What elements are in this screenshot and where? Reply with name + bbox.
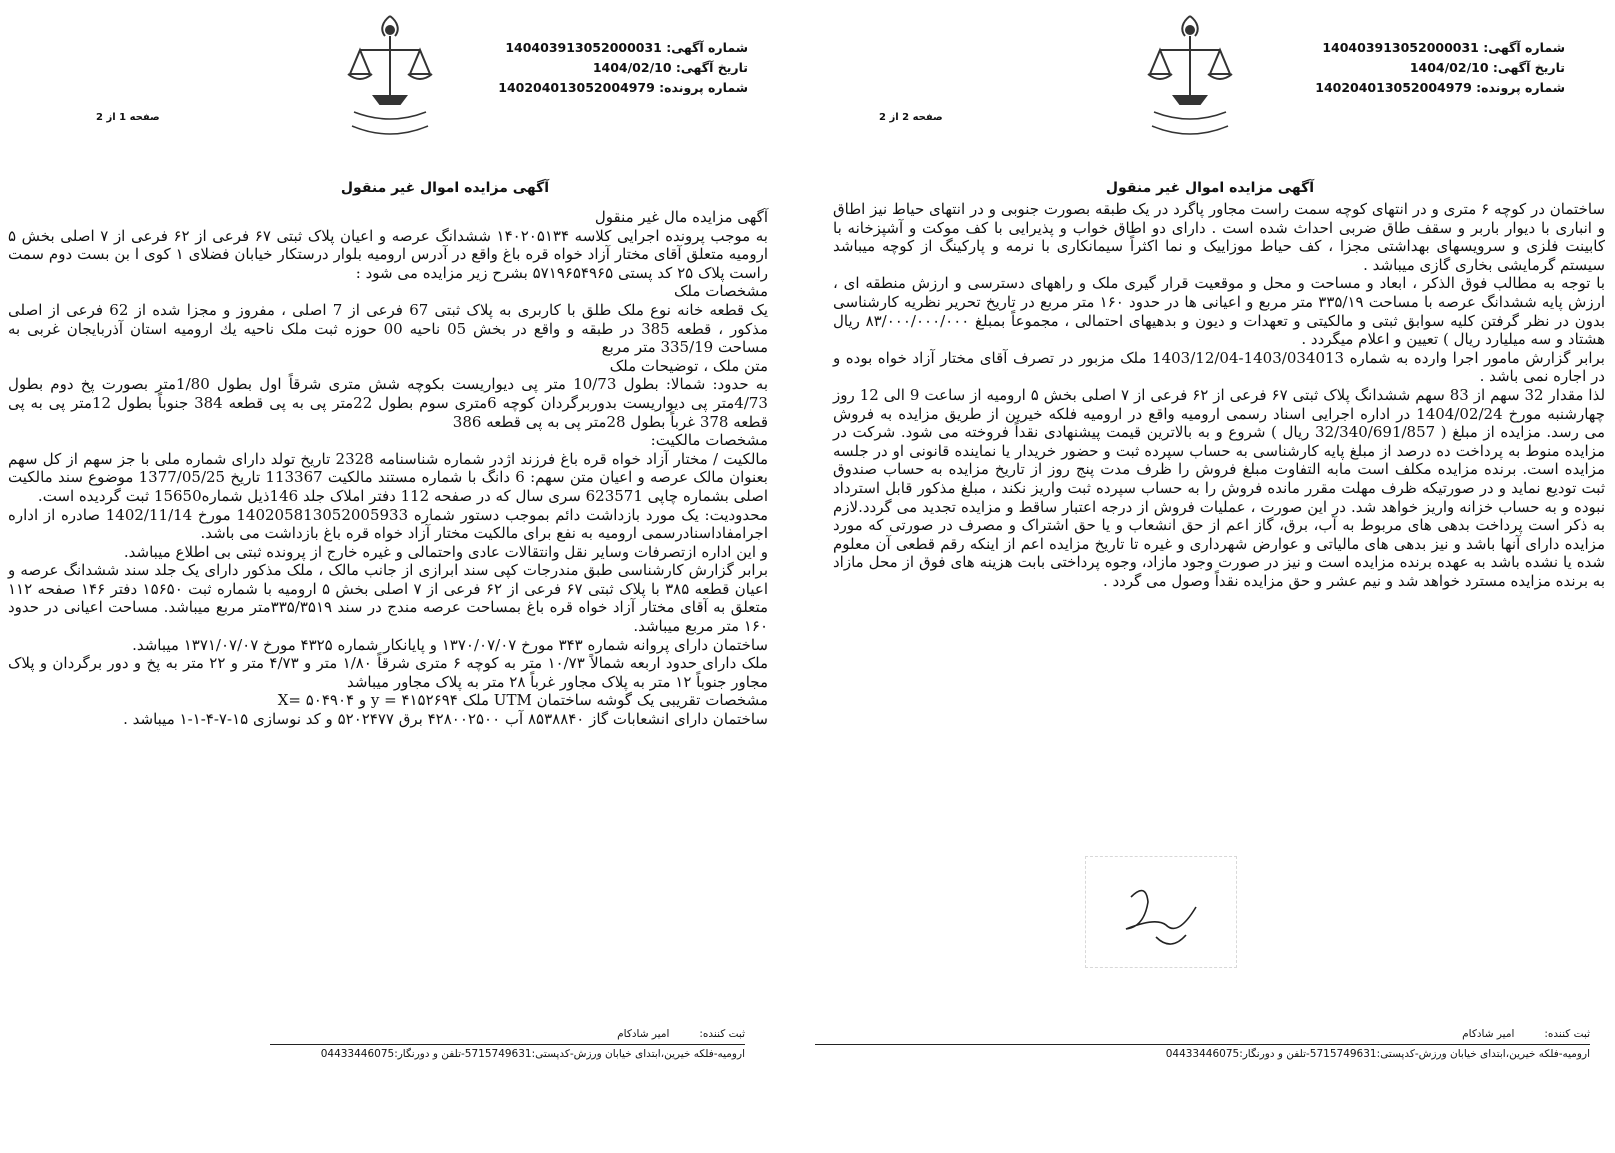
ad-date: 1404/02/10 <box>1409 60 1489 75</box>
file-number-label: شماره پرونده: <box>1476 80 1565 95</box>
ad-number-label: شماره آگهی: <box>1483 40 1565 55</box>
ad-date-label: تاریخ آگهی: <box>675 60 748 75</box>
notice-body <box>8 208 768 729</box>
page-1 <box>0 0 790 1153</box>
footer-divider <box>270 1044 745 1045</box>
paragraph: ساختمان در کوچه ۶ متری و در انتهای کوچه سمت راست مجاور پاگرد در یک طبقه بصورت جنوبی و در انتهای حیاط نیز اطاق و انباری با دیوار باربر و سقف طاق ضربی احداث شده است . دارای دو اطاق خواب و پذیرایی با کف موکت و آشپزخانه با کابینت فلزی و سرویسهای بهداشتی مجزا ، کف حیاط موزاییک و نما اکثراً سیمانکاری با نرمه و پارکینگ از کوچه میباشد سیستم گرمایشی بخاری گازی میباشد . <box>833 200 1605 274</box>
notice-title: آگهی مزایده اموال غیر منقول <box>340 180 550 196</box>
paragraph: ملک دارای حدود اربعه شمالاً ۱۰/۷۳ متر به کوچه ۶ متری شرقاً ۱/۸۰ متر و ۴/۷۳ متر و ۲۲ متر به پخ و دور برگردان و پلاک مجاور جنوباً ۱۲ متر به پلاک مجاور غرباً ۲۸ متر به پلاک مجاور میباشد <box>8 654 769 691</box>
page-footer <box>815 1027 1590 1062</box>
footer-divider <box>815 1044 1590 1045</box>
paragraph: محدودیت: یک مورد بازداشت دائم بموجب دستور شماره 140205813052005933 مورخ 1402/11/14 صادره از اداره اجرامفاداسنادرسمی ارومیه به نفع برای مالکیت مختار آزاد خواه قره باغ بازداشت می باشد. <box>8 505 769 543</box>
handwritten-signature-icon <box>1085 856 1237 968</box>
judiciary-emblem-icon <box>330 8 450 148</box>
paragraph: ساختمان دارای انشعابات گاز ۸۵۳۸۸۴۰ آب ۴۲۸۰۰۲۵۰۰ برق ۵۲۰۲۴۷۷ و کد نوسازی ۱۵-۷-۴-۱-۱ میباشد . <box>123 710 768 729</box>
page-2 <box>815 0 1605 1153</box>
paragraph: با توجه به مطالب فوق الذکر ، ابعاد و مساحت و محل و موقعیت قرار گیری ملک و راههای دسترسی و ارزش منطقه ای ، ارزش پایه ششدانگ عرصه با مساحت ۳۳۵/۱۹ متر مربع و اعیانی ها در حدود ۱۶۰ متر مربع در تاریخ تحریر نظریه کارشناسی بدون در نظر گرفتن کلیه سوابق ثبتی و مالکیتی و تعهدات و دیون و بدهیهای احتمالی ، مجموعاً بمبلغ ۸۳/۰۰۰/۰۰۰/۰۰۰ ریال هشتاد و سه میلیارد ریال ) تعیین و اعلام میگردد . <box>833 274 1605 349</box>
notice-body <box>833 200 1605 590</box>
ad-date-label: تاریخ آگهی: <box>1492 60 1565 75</box>
paragraph: مشخصات تقریبی یک گوشه ساختمان UTM ملک y = ۴۱۵۲۶۹۴ و X= ۵۰۴۹۰۴ <box>277 691 768 710</box>
paragraph: لذا مقدار 32 سهم از 83 سهم ششدانگ پلاک ثبتی ۶۷ فرعی از ۶۲ فرعی از ۷ اصلی بخش ۵ ارومیه از ساعت 9 الی 12 روز چهارشنبه مورخ 1404/02/24 در اداره اجرایی اسناد رسمی ارومیه واقع در ارومیه فلکه خیرین از طریق مزایده به فروش می رسد. مزایده از مبلغ ( 32/340/691/857 ریال ) شروع و به بالاترین قیمت پیشنهادی نقداً فروخته می شود. شرکت در مزایده منوط به پرداخت ده درصد از مبلغ پایه کارشناسی به حساب سپرده ثبت و حضور خریدار یا نماینده قانونی او در جلسه مزایده است. برنده مزایده مکلف است مابه التفاوت مبلغ فروش را ظرف مدت پنج روز از تاریخ مزایده به حساب صندوق ثبت تودیع نماید و در صورتیکه ظرف مهلت مقرر مانده فروش را به حساب سپرده ثبت واریز نکند ، مبلغ مذکور قابل استرداد نبوده و به حساب خزانه واریز خواهد شد. در این صورت ، عملیات فروش از درجه اعتبار ساقط و مزایده تجدید می گردد.لازم به ذکر است پرداخت بدهی های مربوط به آب، برق، گاز اعم از حق انشعاب و یا حق اشتراک و مصرف در صورتی که مورد مزایده دارای آنها باشد و نیز بدهی های مالیاتی و عوارض شهرداری و غیره تا تاریخ مزایده اعم از اینکه رقم قطعی آن معلوم شده یا نشده باشد به عهده برنده مزایده است و نیز در صورت وجود مازاد، وجوه پرداختی بابت هزینه های فوق از محل مازاد به برنده مزایده مسترد خواهد شد و نیم عشر و حق مزایده نقداً وصول می گردد . <box>833 385 1605 590</box>
notice-title: آگهی مزایده اموال غیر منقول <box>1105 180 1315 196</box>
ad-meta <box>1315 38 1565 98</box>
paragraph: به موجب پرونده اجرایی کلاسه ۱۴۰۲۰۵۱۳۴ ششدانگ عرصه و اعیان پلاک ثبتی ۶۷ فرعی از ۶۲ فرعی از ۷ اصلی بخش ۵ ارومیه متعلق آقای مختار آزاد خواه قره باغ واقع در آدرس ارومیه بلوار درستکار خیابان فضلای ۱ کوی ا بن بست دوم سمت راست پلاک ۲۵ کد پستی ۵۷۱۹۶۵۴۹۶۵ بشرح زیر مزایده می شود : <box>8 226 768 282</box>
paragraph: و این اداره ازتصرفات وسایر نقل وانتقالات عادی واحتمالی و غیره خارج از پرونده ثبتی بی اطلاع میباشد. <box>123 542 768 561</box>
registrar-name: امیر شادکام <box>1462 1028 1515 1040</box>
judiciary-emblem-icon <box>1130 8 1250 148</box>
ad-number: 140403913052000031 <box>505 40 662 55</box>
paragraph: ساختمان دارای پروانه شماره ۳۴۳ مورخ ۱۳۷۰/۰۷/۰۷ و پایانکار شماره ۴۳۲۵ مورخ ۱۳۷۱/۰۷/۰۷ میباشد. <box>132 635 768 654</box>
paragraph: به حدود: شمالا: بطول 10/73 متر پی دیواریست بکوچه شش متری شرقاً اول بطول 1/80متر بصورت پخ دوم بطول 4/73متر پی دیواریست بدوربرگردان کوچه 6متری سوم بطول 22متر پی به پی قطعه 384 جنوباً بطول 12متر پی به پی قطعه 378 غرباً بطول 28متر پی به پی قطعه 386 <box>8 375 768 431</box>
page-footer <box>270 1027 745 1062</box>
paragraph: یک قطعه خانه نوع ملک طلق با کاربری به پلاک ثبتی 67 فرعی از 7 اصلی ، مفروز و مجزا شده از 62 فرعی از اصلی مذکور ، قطعه 385 در طبقه و واقع در بخش 05 ناحیه 00 حوزه ثبت ملک ناحیه یك ارومیه استان آذربایجان غربی به مساحت 335/19 متر مربع <box>8 300 769 357</box>
office-address: ارومیه-فلکه خیرین،ابتدای خیابان ورزش-کدپستی:5715749631-تلفن و دورنگار:04433446075 <box>1165 1048 1590 1060</box>
registrar-label: ثبت کننده: <box>1544 1028 1590 1040</box>
ad-number: 140403913052000031 <box>1322 40 1479 55</box>
paragraph: متن ملک ، توضیحات ملک <box>609 356 768 375</box>
paragraph: مشخصات مالکیت: <box>650 431 768 450</box>
registrar-label: ثبت کننده: <box>699 1028 745 1040</box>
ad-number-label: شماره آگهی: <box>666 40 748 55</box>
ad-date: 1404/02/10 <box>592 60 672 75</box>
paragraph: برابر گزارش مامور اجرا وارده به شماره 1403/034013-1403/12/04 ملک مزبور در تصرف آقای مختار آزاد خواه بوده و در اجاره نمی باشد . <box>833 348 1605 386</box>
page-indicator: صفحه 2 از 2 <box>879 112 943 123</box>
paragraph: مشخصات ملک <box>674 282 768 301</box>
registrar-name: امیر شادکام <box>617 1028 670 1040</box>
file-number-label: شماره پرونده: <box>659 80 748 95</box>
paragraph: مالکیت / مختار آزاد خواه قره باغ فرزند اژدر شماره شناسنامه 2328 تاریخ تولد دارای شماره ملی با جز سهم از کل سهم بعنوان مالک عرصه و اعیان متن سهم: 6 دانگ با شماره مستند مالکیت 113367 تاریخ 1377/05/25 موضوع سند مالکیت اصلی بشماره چاپی 623571 سری سال که در صفحه 112 دفتر املاک جلد 146ذیل شماره15650 ثبت گردیده است. <box>8 449 768 505</box>
paragraph: برابر گزارش کارشناسی طبق مندرجات کپی سند ابرازی از جانب مالک ، ملک مذکور دارای یک جلد سند ششدانگ عرصه و اعیان قطعه ۳۸۵ با پلاک ثبتی ۶۷ فرعی از ۶۲ فرعی از ۷ اصلی بخش ۵ ارومیه با شماره ثبت ۱۵۶۵۰ دفتر ۱۴۶ صفحه ۱۱۲ متعلق به آقای مختار آزاد خواه قره باغ بمساحت عرصه مندج در سند ۳۳۵/۳۵۱۹متر مربع میباشد. مساحت اعیانی در حدود ۱۶۰ متر مربع میباشد. <box>8 561 769 636</box>
page-indicator: صفحه 1 از 2 <box>96 112 160 123</box>
office-address: ارومیه-فلکه خیرین،ابتدای خیابان ورزش-کدپستی:5715749631-تلفن و دورنگار:04433446075 <box>320 1048 745 1060</box>
paragraph: آگهی مزایده مال غیر منقول <box>594 208 768 226</box>
ad-meta <box>498 38 748 98</box>
file-number: 140204013052004979 <box>1315 80 1472 95</box>
file-number: 140204013052004979 <box>498 80 655 95</box>
